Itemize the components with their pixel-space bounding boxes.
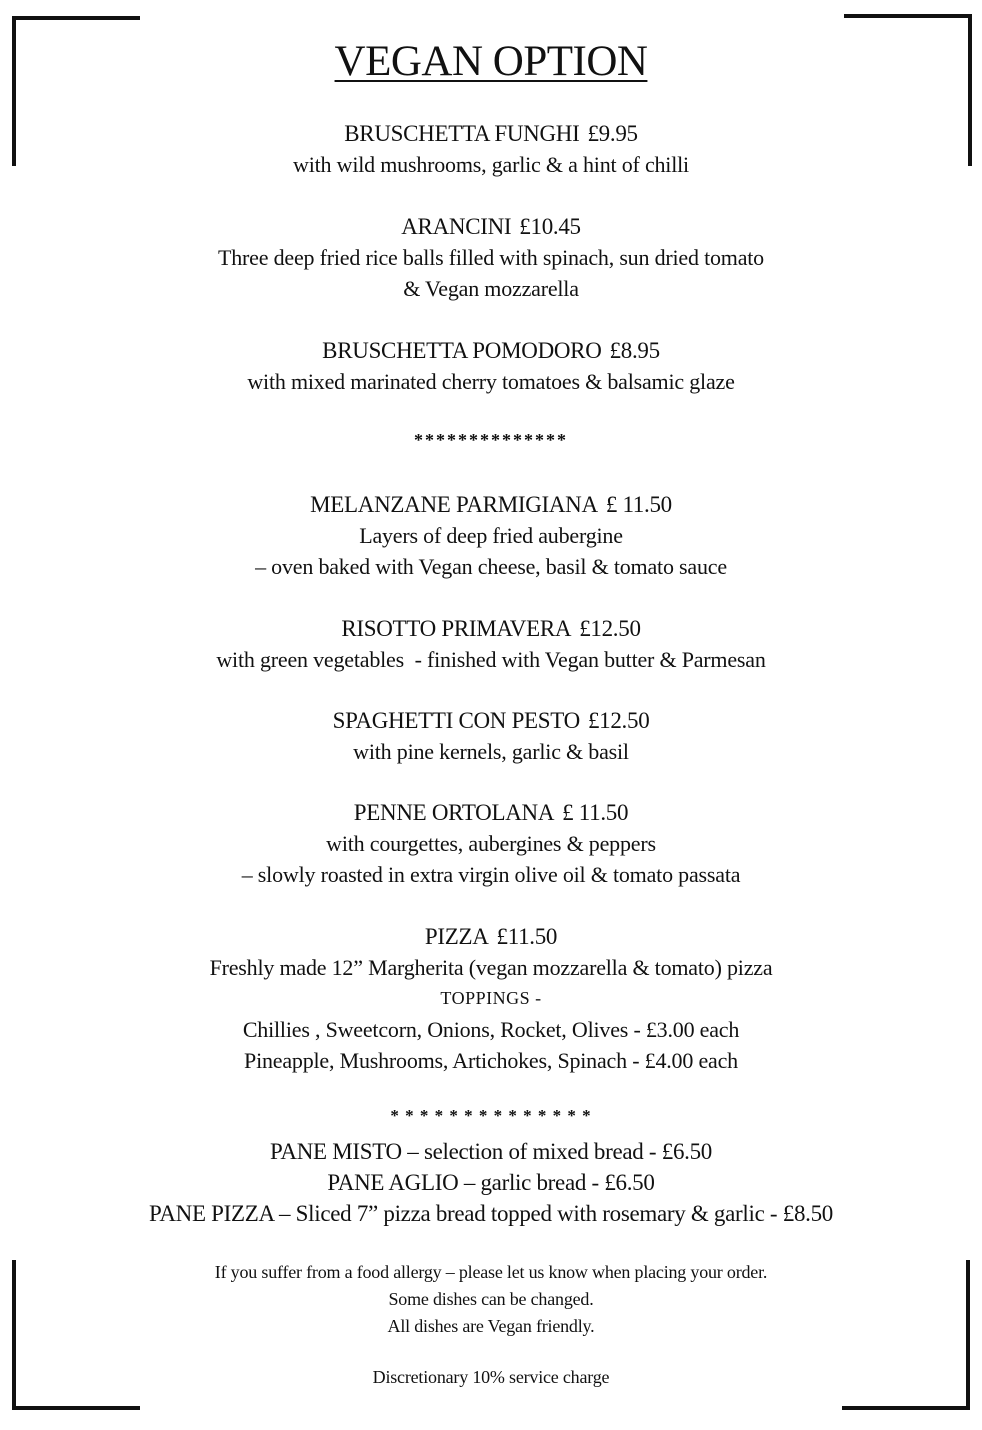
dish-bruschetta-pomodoro (60, 335, 922, 397)
bread-name: PANE PIZZA (148, 1201, 274, 1226)
allergy-notice (60, 1259, 922, 1340)
section-divider: ************** (414, 430, 568, 450)
dish-name: PIZZA (424, 924, 489, 949)
dish-description: with courgettes, aubergines & peppers (326, 831, 656, 856)
dish-name: ARANCINI (401, 214, 512, 239)
dish-arancini (60, 211, 922, 304)
dish-price: £12.50 (579, 616, 641, 641)
bread-item (60, 1167, 922, 1198)
dish-price: £ 11.50 (605, 492, 672, 517)
dish-spaghetti-con-pesto (60, 705, 922, 767)
bread-name: PANE AGLIO (327, 1170, 459, 1195)
footer-line: All dishes are Vegan friendly. (387, 1316, 595, 1336)
bread-item (60, 1136, 922, 1167)
toppings-label: TOPPINGS - (440, 988, 542, 1008)
section-divider: * * * * * * * * * * * * * * (390, 1106, 592, 1125)
dish-description: with green vegetables - finished with Vegan butter & Parmesan (216, 647, 766, 672)
toppings-line: Chillies , Sweetcorn, Onions, Rocket, Olives - £3.00 each (242, 1017, 740, 1042)
dish-name-line (60, 613, 922, 644)
service-charge-note: Discretionary 10% service charge (372, 1367, 610, 1387)
dish-price: £12.50 (587, 708, 650, 733)
dish-description: with pine kernels, garlic & basil (353, 739, 629, 764)
dish-description: Layers of deep fried aubergine (359, 523, 623, 548)
dish-price: £9.95 (587, 121, 638, 146)
dish-description: Three deep fried rice balls filled with spinach, sun dried tomato (218, 245, 764, 270)
bread-name: PANE MISTO (270, 1139, 402, 1164)
bread-description: – selection of mixed bread - £6.50 (401, 1139, 712, 1164)
dish-name-line (60, 921, 922, 952)
bread-section (60, 1136, 922, 1229)
dish-name-line (60, 705, 922, 736)
dish-name: BRUSCHETTA FUNGHI (344, 121, 580, 146)
dish-bruschetta-funghi (60, 118, 922, 180)
dish-description: with wild mushrooms, garlic & a hint of chilli (293, 152, 689, 177)
dish-description: Freshly made 12” Margherita (vegan mozzarella & tomato) pizza (209, 955, 773, 980)
dish-name: BRUSCHETTA POMODORO (322, 338, 602, 363)
dish-description: with mixed marinated cherry tomatoes & balsamic glaze (247, 369, 735, 394)
dish-name: RISOTTO PRIMAVERA (341, 616, 572, 641)
dish-name-line (60, 797, 922, 828)
bread-description: – garlic bread - £6.50 (458, 1170, 655, 1195)
dish-price: £11.50 (496, 924, 558, 949)
dish-risotto-primavera (60, 613, 922, 675)
footer-line: Some dishes can be changed. (388, 1289, 594, 1309)
dish-description: – slowly roasted in extra virgin olive oil & tomato passata (241, 862, 741, 887)
bread-description: – Sliced 7” pizza bread topped with rosemary & garlic - £8.50 (273, 1201, 833, 1226)
bread-item (60, 1198, 922, 1229)
dish-penne-ortolana (60, 797, 922, 890)
footer-line: If you suffer from a food allergy – please let us know when placing your order. (214, 1262, 768, 1282)
page-title: VEGAN OPTION (334, 38, 648, 85)
dish-description: – oven baked with Vegan cheese, basil & tomato sauce (255, 554, 727, 579)
dish-name: PENNE ORTOLANA (353, 800, 555, 825)
dish-price: £ 11.50 (562, 800, 629, 825)
dish-price: £8.95 (609, 338, 660, 363)
dish-description: & Vegan mozzarella (403, 276, 579, 301)
dish-name-line (60, 118, 922, 149)
dish-name: MELANZANE PARMIGIANA (310, 492, 598, 517)
toppings-line: Pineapple, Mushrooms, Artichokes, Spinach - £4.00 each (244, 1048, 738, 1073)
dish-name: SPAGHETTI CON PESTO (332, 708, 580, 733)
dish-pizza (60, 921, 922, 1076)
dish-name-line (60, 489, 922, 520)
dish-melanzane-parmigiana (60, 489, 922, 582)
dish-price: £10.45 (519, 214, 581, 239)
dish-name-line (60, 335, 922, 366)
dish-name-line (60, 211, 922, 242)
